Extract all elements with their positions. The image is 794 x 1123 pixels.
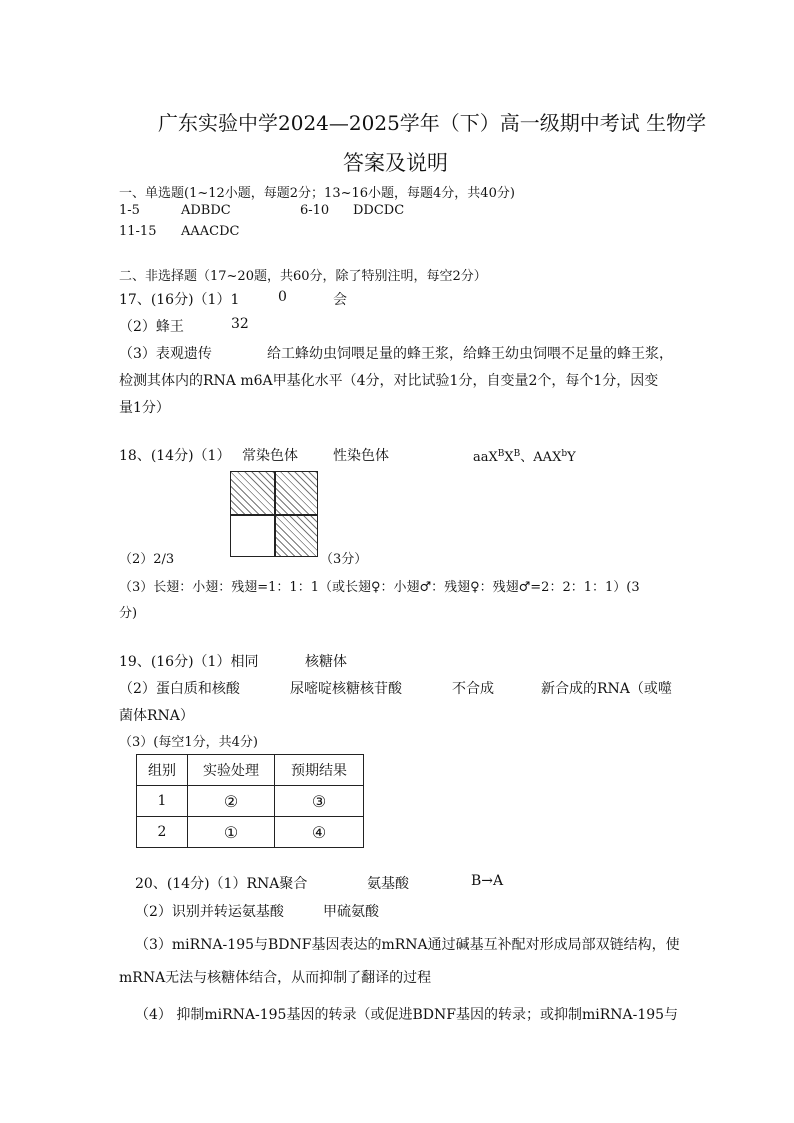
q17-part3-answer: 给工蜂幼虫饲喂足量的蜂王浆，给蜂王幼虫饲喂不足量的蜂王浆， bbox=[267, 346, 673, 362]
mc-answers-1: ADBDC bbox=[181, 203, 231, 218]
q19-part2: （2）蛋白质和核酸 bbox=[119, 681, 240, 697]
results-table bbox=[136, 754, 364, 848]
q20-part2: （2）识别并转运氨基酸 bbox=[135, 904, 284, 920]
q18-part3-line2: 分) bbox=[119, 606, 138, 621]
punnett-cell-2 bbox=[274, 472, 317, 514]
q17-part3-line3: 量1分） bbox=[119, 400, 170, 416]
section1-heading: 一、单选题(1~12小题，每题2分；13~16小题，每题4分，共40分) bbox=[119, 186, 515, 201]
q20-methionine: 甲硫氨酸 bbox=[323, 904, 379, 920]
table-header: 实验处理 bbox=[188, 755, 275, 786]
mc-answers-3: AAACDC bbox=[181, 224, 240, 239]
punnett-cell-3 bbox=[231, 514, 274, 556]
q20-amino-acid: 氨基酸 bbox=[367, 876, 409, 892]
q17-part3: （3）表观遗传 bbox=[119, 346, 212, 362]
q20-part3-line2: mRNA无法与核糖体结合，从而抑制了翻译的过程 bbox=[119, 970, 432, 986]
punnett-cell-1 bbox=[231, 472, 274, 514]
q17-answer-32: 32 bbox=[231, 316, 249, 332]
page-title: 广东实验中学2024—2025学年（下）高一级期中考试 生物学 bbox=[158, 111, 707, 135]
q18-genotypes: $aaX^BX^B$、AAX$^b$Y bbox=[473, 449, 576, 465]
q18-part1: 18、(14分)（1） bbox=[119, 448, 231, 464]
q20-part4: （4） 抑制miRNA-195基因的转录（或促进BDNF基因的转录；或抑制miRNA-195与 bbox=[135, 1007, 679, 1023]
punnett-divider-horizontal bbox=[231, 514, 317, 516]
q17-part3-line2: 检测其体内的RNA m6A甲基化水平（4分，对比试验1分，自变量2个，每个1分，因变 bbox=[119, 373, 659, 389]
table-header: 预期结果 bbox=[275, 755, 364, 786]
table-cell: 1 bbox=[137, 786, 188, 817]
q17-answer-0: 0 bbox=[278, 289, 287, 305]
q19-uridine: 尿嘧啶核糖核苷酸 bbox=[290, 681, 402, 697]
q18-sex-chromosome: 性染色体 bbox=[333, 448, 389, 464]
punnett-square-diagram bbox=[230, 471, 318, 557]
mc-range-3: 11-15 bbox=[119, 224, 157, 239]
q19-part2-line2: 菌体RNA） bbox=[119, 708, 194, 724]
q19-part3: （3）(每空1分，共4分) bbox=[119, 735, 258, 750]
section2-heading: 二、非选择题（17~20题，共60分，除了特别注明，每空2分） bbox=[119, 269, 487, 284]
table-cell: ③ bbox=[275, 786, 364, 817]
q20-part3: （3）miRNA-195与BDNF基因表达的mRNA通过碱基互补配对形成局部双链结构，使 bbox=[135, 937, 680, 953]
page-subtitle: 答案及说明 bbox=[343, 151, 448, 175]
q18-part2-score: （3分） bbox=[320, 552, 368, 567]
q18-part3: （3）长翅：小翅：残翅=1：1：1（或长翅♀：小翅♂：残翅♀：残翅♂=2：2：1：1）(3 bbox=[119, 580, 640, 595]
q17-part1: 17、(16分)（1）1 bbox=[119, 292, 240, 308]
table-cell: ① bbox=[188, 817, 275, 848]
q19-part1: 19、(16分)（1）相同 bbox=[119, 654, 259, 670]
table-cell: ④ bbox=[275, 817, 364, 848]
table-header-row bbox=[137, 755, 364, 786]
q17-answer-hui: 会 bbox=[333, 292, 347, 308]
mc-range-1: 1-5 bbox=[119, 203, 140, 218]
q19-ribosome: 核糖体 bbox=[305, 654, 347, 670]
table-header: 组别 bbox=[137, 755, 188, 786]
q20-direction: B→A bbox=[471, 873, 504, 889]
q17-part2: （2）蜂王 bbox=[119, 319, 184, 335]
table-row bbox=[137, 786, 364, 817]
q19-new-rna: 新合成的RNA（或噬 bbox=[541, 681, 672, 697]
q18-part2: （2）2/3 bbox=[119, 552, 175, 567]
mc-range-2: 6-10 bbox=[300, 203, 330, 218]
mc-answers-2: DDCDC bbox=[353, 203, 405, 218]
q18-autosome: 常染色体 bbox=[242, 448, 298, 464]
table-row bbox=[137, 817, 364, 848]
q20-part1: 20、(14分)（1）RNA聚合 bbox=[135, 876, 308, 892]
q19-not-synthesized: 不合成 bbox=[452, 681, 494, 697]
punnett-cell-4 bbox=[274, 514, 317, 556]
table-cell: 2 bbox=[137, 817, 188, 848]
table-cell: ② bbox=[188, 786, 275, 817]
